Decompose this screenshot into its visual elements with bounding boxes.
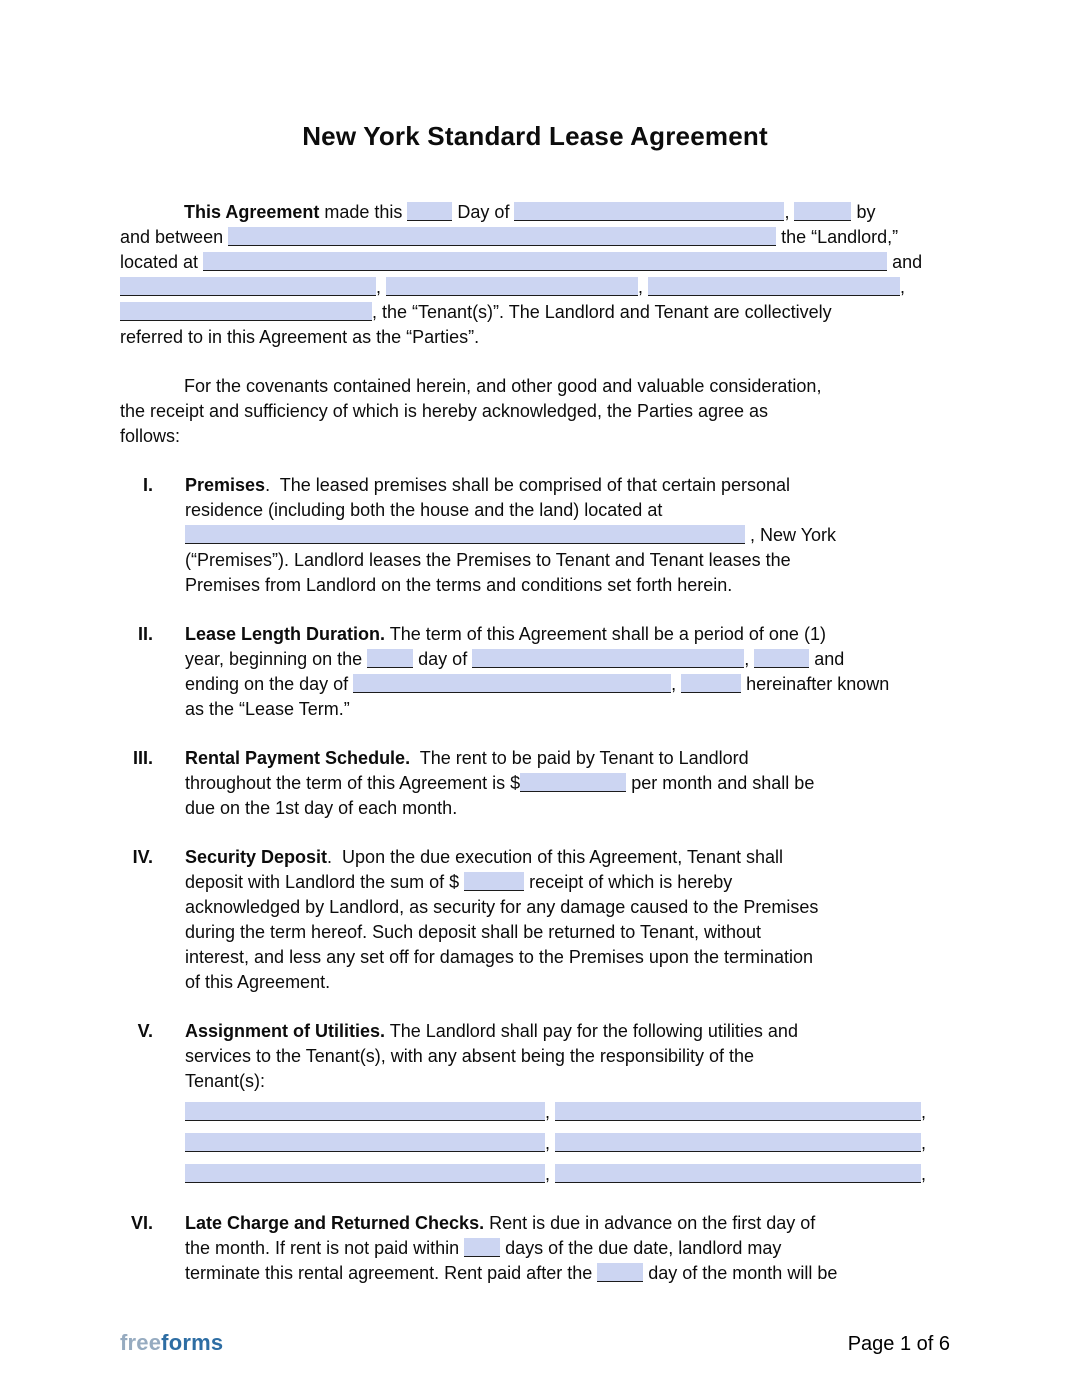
text-line xyxy=(120,300,950,325)
item-number: I. xyxy=(142,475,153,495)
blank-fill-in-field[interactable] xyxy=(472,649,744,668)
text-line xyxy=(185,895,950,920)
text-run: Tenant(s): xyxy=(185,1071,266,1091)
text-run: The Landlord shall pay for the following utilities and xyxy=(385,1021,798,1041)
text-run: , xyxy=(545,1133,556,1153)
covenants-paragraph xyxy=(120,374,950,449)
blank-fill-in-field[interactable] xyxy=(520,773,626,792)
text-line xyxy=(185,945,950,970)
text-run: , xyxy=(900,277,906,297)
text-run: . The leased premises shall be comprised of that certain personal xyxy=(265,475,791,495)
brand-free: free xyxy=(120,1330,162,1355)
text-line xyxy=(185,1100,950,1125)
blank-fill-in-field[interactable] xyxy=(120,277,376,296)
text-run: services to the Tenant(s), with any absent being the responsibility of the xyxy=(185,1046,754,1066)
text-line xyxy=(185,1131,950,1156)
text-line xyxy=(185,920,950,945)
text-line xyxy=(120,225,950,250)
text-run: , the “Tenant(s)”. The Landlord and Tenant are collectively xyxy=(372,302,832,322)
section-premises xyxy=(120,473,950,598)
text-run: by xyxy=(851,202,876,222)
blank-fill-in-field[interactable] xyxy=(367,649,413,668)
text-line xyxy=(120,275,950,300)
text-line xyxy=(185,573,950,598)
text-run: ending on the day of xyxy=(185,674,354,694)
text-run: , xyxy=(545,1164,556,1184)
bold-text-run: Rental Payment Schedule. xyxy=(185,748,411,768)
bold-text-run: This Agreement xyxy=(184,202,320,222)
text-run: , xyxy=(921,1133,927,1153)
document-title: New York Standard Lease Agreement xyxy=(302,121,768,151)
text-run: Rent is due in advance on the first day of xyxy=(484,1213,816,1233)
text-run: follows: xyxy=(120,426,181,446)
text-run: per month and shall be xyxy=(626,773,815,793)
text-run: Premises from Landlord on the terms and conditions set forth herein. xyxy=(185,575,733,595)
text-run: , xyxy=(921,1102,927,1122)
text-run: terminate this rental agreement. Rent paid after the xyxy=(185,1263,598,1283)
item-content xyxy=(185,473,950,598)
text-line xyxy=(185,697,950,722)
text-run: the receipt and sufficiency of which is hereby acknowledged, the Parties agree as xyxy=(120,401,769,421)
text-run: located at xyxy=(120,252,204,272)
text-line xyxy=(185,672,950,697)
blank-fill-in-field[interactable] xyxy=(185,1102,545,1121)
text-run: made this xyxy=(319,202,408,222)
blank-fill-in-field[interactable] xyxy=(648,277,900,296)
text-run: receipt of which is hereby xyxy=(524,872,733,892)
text-line xyxy=(185,845,950,870)
brand-forms: forms xyxy=(161,1330,224,1355)
blank-fill-in-field[interactable] xyxy=(203,252,887,271)
item-number: VI. xyxy=(130,1213,153,1233)
text-line xyxy=(185,498,950,523)
bold-text-run: Security Deposit xyxy=(185,847,328,867)
text-line xyxy=(185,796,950,821)
bold-text-run: Premises xyxy=(185,475,266,495)
section-security-deposit xyxy=(120,845,950,995)
blank-fill-in-field[interactable] xyxy=(681,674,741,693)
document-body xyxy=(120,200,950,1310)
item-content xyxy=(185,1019,950,1187)
blank-fill-in-field[interactable] xyxy=(794,202,851,221)
text-run: days of the due date, landlord may xyxy=(500,1238,782,1258)
text-run: throughout the term of this Agreement is $ xyxy=(185,773,521,793)
blank-fill-in-field[interactable] xyxy=(185,1164,545,1183)
text-line xyxy=(185,622,950,647)
freeforms-logo xyxy=(120,1330,223,1356)
blank-fill-in-field[interactable] xyxy=(555,1133,921,1152)
text-line xyxy=(120,325,950,350)
text-run: , New York xyxy=(745,525,837,545)
text-run: , xyxy=(744,649,755,669)
blank-fill-in-field[interactable] xyxy=(464,872,524,891)
text-line xyxy=(120,424,950,449)
text-line xyxy=(185,1019,950,1044)
blank-fill-in-field[interactable] xyxy=(353,674,671,693)
page-footer xyxy=(120,1330,950,1364)
text-run: and xyxy=(887,252,923,272)
text-run: the “Landlord,” xyxy=(776,227,899,247)
text-line xyxy=(120,399,950,424)
item-content xyxy=(185,622,950,722)
text-line xyxy=(120,374,950,399)
blank-fill-in-field[interactable] xyxy=(185,1133,545,1152)
text-line xyxy=(185,647,950,672)
text-line xyxy=(185,1236,950,1261)
text-run: acknowledged by Landlord, as security for any damage caused to the Premises xyxy=(185,897,819,917)
text-run: as the “Lease Term.” xyxy=(185,699,350,719)
text-run: , xyxy=(638,277,649,297)
blank-fill-in-field[interactable] xyxy=(555,1164,921,1183)
text-run: . Upon the due execution of this Agreement, Tenant shall xyxy=(327,847,784,867)
section-rental-payment-schedule xyxy=(120,746,950,821)
text-run: residence (including both the house and the land) located at xyxy=(185,500,663,520)
text-line xyxy=(120,250,950,275)
text-run: day of xyxy=(413,649,473,669)
text-run: , xyxy=(376,277,387,297)
text-run: of this Agreement. xyxy=(185,972,331,992)
text-line xyxy=(185,870,950,895)
text-line xyxy=(120,200,950,225)
text-run: Day of xyxy=(452,202,515,222)
text-run: referred to in this Agreement as the “Parties”. xyxy=(120,327,480,347)
item-number: IV. xyxy=(132,847,153,867)
text-run: , xyxy=(784,202,795,222)
text-line xyxy=(185,1261,950,1286)
item-number: II. xyxy=(137,624,153,644)
section-late-charge-returned-checks xyxy=(120,1211,950,1286)
text-line xyxy=(185,1044,950,1069)
blank-fill-in-field[interactable] xyxy=(514,202,784,221)
item-number: III. xyxy=(132,748,153,768)
text-run: The rent to be paid by Tenant to Landlord xyxy=(410,748,749,768)
bold-text-run: Assignment of Utilities. xyxy=(185,1021,386,1041)
text-run: , xyxy=(545,1102,556,1122)
item-content xyxy=(185,746,950,821)
text-line xyxy=(185,523,950,548)
text-line xyxy=(185,771,950,796)
text-run: and xyxy=(809,649,845,669)
text-run: The term of this Agreement shall be a period of one (1) xyxy=(385,624,826,644)
text-line xyxy=(185,1069,950,1094)
text-line xyxy=(185,473,950,498)
text-line xyxy=(185,548,950,573)
blank-fill-in-field[interactable] xyxy=(185,525,745,544)
text-run: year, beginning on the xyxy=(185,649,368,669)
section-lease-length-duration xyxy=(120,622,950,722)
text-run: , xyxy=(671,674,682,694)
text-run: interest, and less any set off for damages to the Premises upon the termination xyxy=(185,947,814,967)
item-content xyxy=(185,845,950,995)
blank-fill-in-field[interactable] xyxy=(754,649,809,668)
text-run: during the term hereof. Such deposit shall be returned to Tenant, without xyxy=(185,922,762,942)
text-line xyxy=(185,1162,950,1187)
blank-fill-in-field[interactable] xyxy=(386,277,638,296)
blank-fill-in-field[interactable] xyxy=(407,202,452,221)
text-run: day of the month will be xyxy=(643,1263,838,1283)
item-number: V. xyxy=(137,1021,153,1041)
intro-agreement-paragraph xyxy=(120,200,950,350)
text-run: , xyxy=(921,1164,927,1184)
text-run: due on the 1st day of each month. xyxy=(185,798,458,818)
text-line xyxy=(185,746,950,771)
text-run: and between xyxy=(120,227,229,247)
text-run: For the covenants contained herein, and other good and valuable consideration, xyxy=(184,376,822,396)
item-content xyxy=(185,1211,950,1286)
blank-fill-in-field[interactable] xyxy=(555,1102,921,1121)
text-run: deposit with Landlord the sum of $ xyxy=(185,872,465,892)
bold-text-run: Lease Length Duration. xyxy=(185,624,386,644)
blank-fill-in-field[interactable] xyxy=(464,1238,500,1257)
text-run: (“Premises”). Landlord leases the Premises to Tenant and Tenant leases the xyxy=(185,550,791,570)
text-run: hereinafter known xyxy=(741,674,890,694)
bold-text-run: Late Charge and Returned Checks. xyxy=(185,1213,485,1233)
blank-fill-in-field[interactable] xyxy=(120,302,372,321)
page-number: Page 1 of 6 xyxy=(847,1333,950,1355)
section-assignment-of-utilities xyxy=(120,1019,950,1187)
text-line xyxy=(185,1211,950,1236)
text-line xyxy=(185,970,950,995)
blank-fill-in-field[interactable] xyxy=(228,227,776,246)
text-run: the month. If rent is not paid within xyxy=(185,1238,465,1258)
blank-fill-in-field[interactable] xyxy=(597,1263,643,1282)
